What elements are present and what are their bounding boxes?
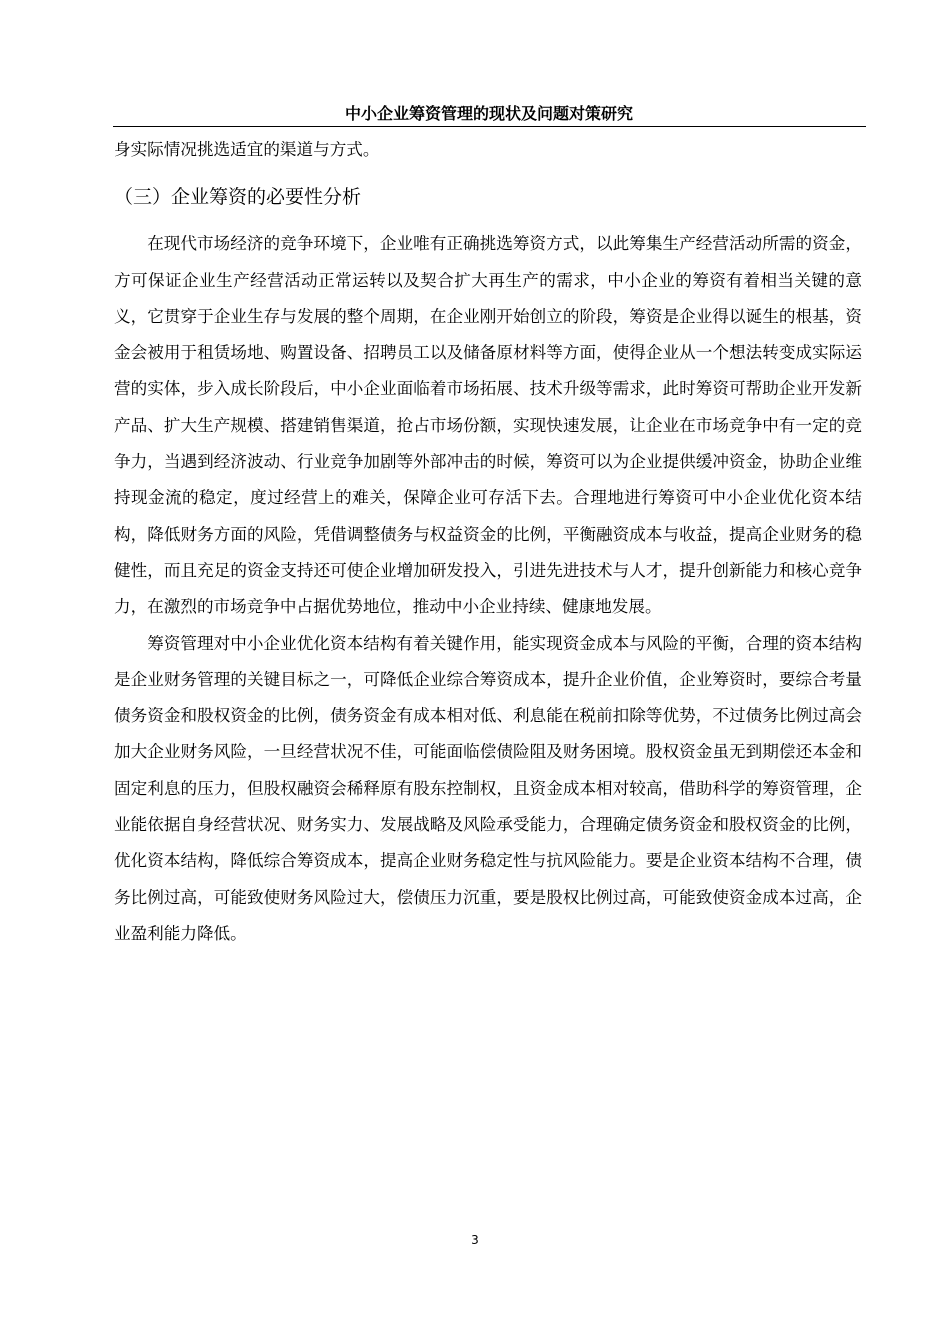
header-divider — [113, 126, 866, 127]
document-body — [114, 132, 862, 952]
section-heading: （三）企业筹资的必要性分析 — [114, 186, 362, 209]
body-paragraph-1: 在现代市场经济的竞争环境下，企业唯有正确挑选筹资方式，以此筹集生产经营活动所需的资金，方可保证企业生产经营活动正常运转以及契合扩大再生产的需求，中小企业的筹资有着相当关键的意义，它贯穿于企业生存与发展的整个周期，在企业刚开始创立的阶段，筹资是企业得以诞生的根基，资金会被用于租赁场地、购置设备、招聘员工以及储备原材料等方面，使得企业从一个想法转变成实际运营的实体，步入成长阶段后，中小企业面临着市场拓展、技术升级等需求，此时筹资可帮助企业开发新产品、扩大生产规模、搭建销售渠道，抢占市场份额，实现快速发展，让企业在市场竞争中有一定的竞争力，当遇到经济波动、行业竞争加剧等外部冲击的时候，筹资可以为企业提供缓冲资金，协助企业维持现金流的稳定，度过经营上的难关，保障企业可存活下去。合理地进行筹资可中小企业优化资本结构，降低财务方面的风险，凭借调整债务与权益资金的比例，平衡融资成本与收益，提高企业财务的稳健性，而且充足的资金支持还可使企业增加研发投入，引进先进技术与人才，提升创新能力和核心竞争力，在激烈的市场竞争中占据优势地位，推动中小企业持续、健康地发展。 — [114, 234, 862, 617]
body-paragraph-2: 筹资管理对中小企业优化资本结构有着关键作用，能实现资金成本与风险的平衡，合理的资本结构是企业财务管理的关键目标之一，可降低企业综合筹资成本，提升企业价值，企业筹资时，要综合考量债务资金和股权资金的比例，债务资金有成本相对低、利息能在税前扣除等优势，不过债务比例过高会加大企业财务风险，一旦经营状况不佳，可能面临偿债险阻及财务困境。股权资金虽无到期偿还本金和固定利息的压力，但股权融资会稀释原有股东控制权，且资金成本相对较高，借助科学的筹资管理，企业能依据自身经营状况、财务实力、发展战略及风险承受能力，合理确定债务资金和股权资金的比例，优化资本结构，降低综合筹资成本，提高企业财务稳定性与抗风险能力。要是企业资本结构不合理，债务比例过高，可能致使财务风险过大，偿债压力沉重，要是股权比例过高，可能致使资金成本过高，企业盈利能力降低。 — [114, 633, 862, 943]
continuation-text: 身实际情况挑选适宜的渠道与方式。 — [114, 140, 380, 159]
page-number: 3 — [471, 1233, 479, 1247]
running-header-title: 中小企业筹资管理的现状及问题对策研究 — [344, 104, 633, 123]
